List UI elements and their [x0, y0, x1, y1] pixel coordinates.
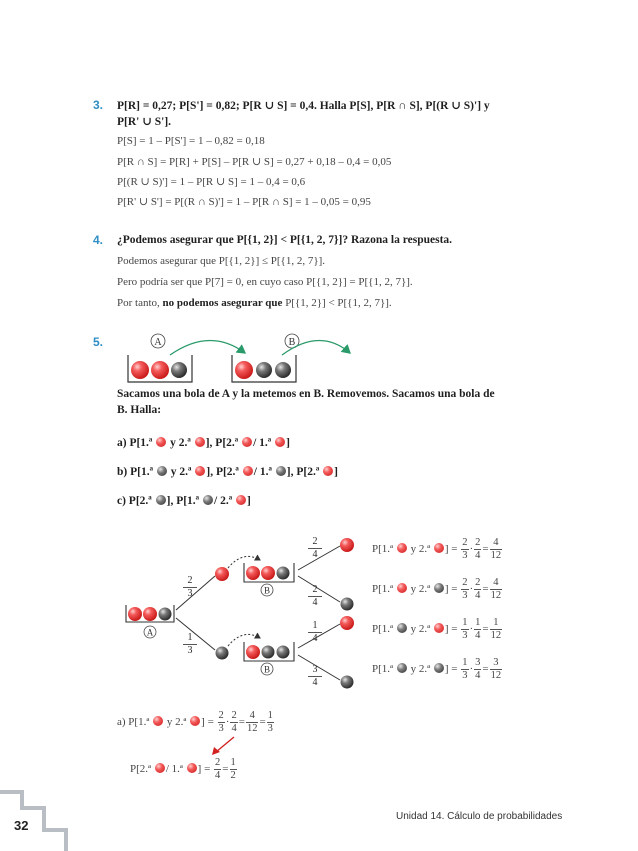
- leaf-gray: [341, 598, 354, 611]
- tree-frac-2-4-upper: 2 4: [308, 536, 322, 561]
- urn-a: [128, 355, 192, 382]
- tree-node-red: [215, 567, 229, 581]
- tree-node-gray: [216, 647, 229, 660]
- gray-ball: [256, 362, 272, 378]
- gray-ball-icon: [157, 466, 167, 476]
- q3-line-4: P[R' ∪ S'] = P[(R ∩ S)'] = 1 – P[R ∩ S] = 1 – 0,05 = 0,95: [117, 196, 371, 208]
- tree-root-label: A: [146, 627, 154, 638]
- q3-statement-line2: P[R' ∪ S'].: [117, 116, 172, 128]
- leaf-red: [340, 616, 354, 630]
- probability-tree: [118, 530, 368, 695]
- red-ball-icon: [195, 437, 205, 447]
- q3-line-3: P[(R ∪ S)'] = 1 – P[R ∪ S] = 1 – 0,4 = 0,6: [117, 176, 306, 188]
- urns-figure: [120, 325, 360, 385]
- q3-number: 3.: [93, 98, 104, 112]
- result-row: P[1.ª y 2.ª ] = $\frac{2}{3}$ · $\frac{2}{4}$ = $\frac{4}{12}$: [372, 537, 502, 561]
- q5-statement-line2: B. Halla:: [117, 404, 162, 416]
- pointer-arrow-icon: [208, 735, 238, 757]
- q3-line-2: P[R ∩ S] = P[R] + P[S] – P[R ∪ S] = 0,27 + 0,18 – 0,4 = 0,05: [117, 156, 392, 168]
- q4-line-3: Por tanto, no podemos asegurar que P[{1, 2}] < P[{1, 2, 7}].: [117, 297, 392, 309]
- gray-ball-icon: [276, 466, 286, 476]
- footer-unit-title: Unidad 14. Cálculo de probabilidades: [396, 811, 563, 822]
- tree-frac-2-4-lower: 2 4: [308, 584, 322, 609]
- q3-statement-line1: P[R] = 0,27; P[S'] = 0,82; P[R ∪ S] = 0,4. Halla P[S], P[R ∩ S], P[(R ∪ S)'] y: [117, 100, 490, 112]
- tree-lower-urn-label: B: [263, 664, 271, 675]
- red-ball-icon: [195, 466, 205, 476]
- gray-ball: [275, 362, 291, 378]
- tree-upper-urn-label: B: [263, 585, 271, 596]
- urn-b: [232, 355, 296, 382]
- red-ball-icon: [236, 495, 246, 505]
- leaf-gray: [341, 676, 354, 689]
- result-row: P[1.ª y 2.ª ] = $\frac{2}{3}$ · $\frac{2}{4}$ = $\frac{4}{12}$: [372, 577, 502, 601]
- q5-part-c: c) P[2.ª ], P[1.ª / 2.ª ]: [117, 495, 251, 507]
- urn-b-label: B: [288, 337, 296, 348]
- leaf-red: [340, 538, 354, 552]
- red-ball-icon: [156, 437, 166, 447]
- page-corner-steps: [0, 790, 70, 851]
- result-row: P[1.ª y 2.ª ] = $\frac{1}{3}$ · $\frac{1}{4}$ = $\frac{1}{12}$: [372, 617, 502, 641]
- red-ball: [235, 361, 253, 379]
- red-ball-icon: [275, 437, 285, 447]
- gray-ball: [159, 608, 172, 621]
- q5-statement-line1: Sacamos una bola de A y la metemos en B. Removemos. Sacamos una bola de: [117, 388, 495, 400]
- solution-conditional: P[2.ª / 1.ª ] = $\frac{2}{4}$ = $\frac{1}{2}$: [130, 757, 236, 781]
- gray-ball-icon: [156, 495, 166, 505]
- tree-frac-1-4: 1 4: [308, 620, 322, 645]
- gray-ball-icon: [203, 495, 213, 505]
- red-ball: [143, 607, 157, 621]
- q3-line-1: P[S] = 1 – P[S'] = 1 – 0,82 = 0,18: [117, 135, 265, 147]
- red-ball-icon: [242, 437, 252, 447]
- red-ball: [128, 607, 142, 621]
- q5-number: 5.: [93, 335, 104, 349]
- page-number: 32: [14, 818, 29, 833]
- tree-frac-2-3: 2 3: [183, 575, 197, 600]
- tree-frac-3-4: 3 4: [308, 664, 322, 689]
- gray-ball: [171, 362, 187, 378]
- red-ball: [131, 361, 149, 379]
- q5-part-b: b) P[1.ª y 2.ª ], P[2.ª / 1.ª ], P[2.ª ]: [117, 466, 339, 478]
- q4-number: 4.: [93, 233, 104, 247]
- urn-a-label: A: [154, 337, 162, 348]
- q4-line-2: Pero podría ser que P[7] = 0, en cuyo caso P[{1, 2}] = P[{1, 2, 7}].: [117, 276, 413, 288]
- red-ball-icon: [243, 466, 253, 476]
- q4-line-1: Podemos asegurar que P[{1, 2}] ≤ P[{1, 2, 7}].: [117, 255, 326, 267]
- tree-frac-1-3: 1 3: [183, 632, 197, 657]
- red-ball-icon: [323, 466, 333, 476]
- solution-a: a) P[1.ª y 2.ª ] = $\frac{2}{3}$ · $\frac{2}{4}$ = $\frac{4}{12}$ = $\frac{1}{3}$: [117, 710, 273, 734]
- result-row: P[1.ª y 2.ª ] = $\frac{1}{3}$ · $\frac{3}{4}$ = $\frac{3}{12}$: [372, 657, 502, 681]
- q4-statement: ¿Podemos asegurar que P[{1, 2}] < P[{1, 2, 7}]? Razona la respuesta.: [117, 234, 453, 246]
- transfer-arrow: [170, 340, 245, 355]
- q5-part-a: a) P[1.ª y 2.ª ], P[2.ª / 1.ª ]: [117, 437, 290, 449]
- red-ball: [151, 361, 169, 379]
